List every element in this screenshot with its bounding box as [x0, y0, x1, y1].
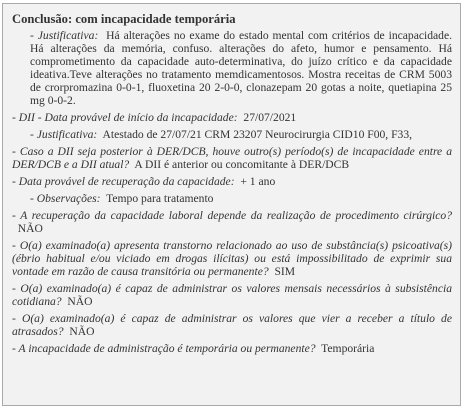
conclusion-panel: [2, 3, 461, 406]
field-label: - DII - Data provável de início da incapacidade:: [12, 111, 238, 124]
field-value: NÃO: [17, 222, 43, 235]
field-value: NÃO: [67, 295, 93, 308]
field-value: Atestado de 27/07/21 CRM 23207 Neurocirurgia CID10 F00, F33,: [102, 128, 413, 141]
dii-justificativa-item: [12, 128, 452, 141]
field-label: - Justificativa:: [30, 128, 98, 141]
field-value: 27/07/2021: [243, 111, 297, 124]
cirurgia-item: [12, 209, 452, 235]
field-label: - Data provável de recuperação da capacidade:: [12, 175, 235, 188]
substancias-item: [12, 239, 452, 278]
field-label: - Caso a DII seja posterior à DER/DCB, houve outro(s) período(s) de incapacidade entre a DER/DCB e a DII atual?: [12, 145, 452, 171]
field-label: - Justificativa:: [30, 29, 99, 42]
conclusion-heading: Conclusão: com incapacidade temporária: [12, 12, 236, 26]
valores-mensais-item: [12, 282, 452, 308]
field-value: Tempo para tratamento: [106, 192, 214, 205]
field-label: - A recuperação da capacidade laboral depende da realização de procedimento cirúrgico?: [12, 209, 452, 222]
field-label: - O(a) examinado(a) é capaz de administrar os valores mensais necessários à subsistência cotidiana?: [12, 282, 452, 308]
field-label: - A incapacidade de administração é temporária ou permanente?: [12, 342, 316, 355]
justificativa-item: [12, 29, 452, 107]
field-value: A DII é anterior ou concomitante à DER/DCB: [134, 158, 350, 171]
field-value: SIM: [274, 265, 296, 278]
field-value: NÃO: [69, 325, 95, 338]
dii-posterior-item: [12, 145, 452, 171]
field-label: - O(a) examinado(a) apresenta transtorno relacionado ao uso de substância(s) psicoativa(s) (ébrio habitual e/ou viciado em drogas ilícitas) ou está impossibilitado de exprimir sua vontade em razão de causa transitória ou permanente?: [12, 239, 452, 278]
field-label: - O(a) examinado(a) é capaz de administrar os valores que vier a receber a título de atrasados?: [12, 312, 452, 338]
observacoes-item: [12, 192, 452, 205]
tipo-incapacidade-item: [12, 342, 452, 355]
field-value: + 1 ano: [240, 175, 276, 188]
dii-item: [12, 111, 452, 124]
recuperacao-item: [12, 175, 452, 188]
field-label: - Observações:: [30, 192, 101, 205]
field-value: Há alterações no exame do estado mental com critérios de incapacidade. Há alterações da memória, confuso. alterações do afeto, humor e pensamento. Há comprometimento da capacidade auto-determinativa, do juízo crítico e da capacidade ideativa.Teve alterações no tratamento memdicamentosos. Mostra receitas de CRM 5003 de crorpromazina 0-0-1, fluoxetina 20 2-0-0, clonazepam 20 gotas a noite, quetiapina 25 mg 0-0-2.: [30, 29, 453, 107]
field-value: Temporária: [321, 342, 375, 355]
atrasados-item: [12, 312, 452, 338]
